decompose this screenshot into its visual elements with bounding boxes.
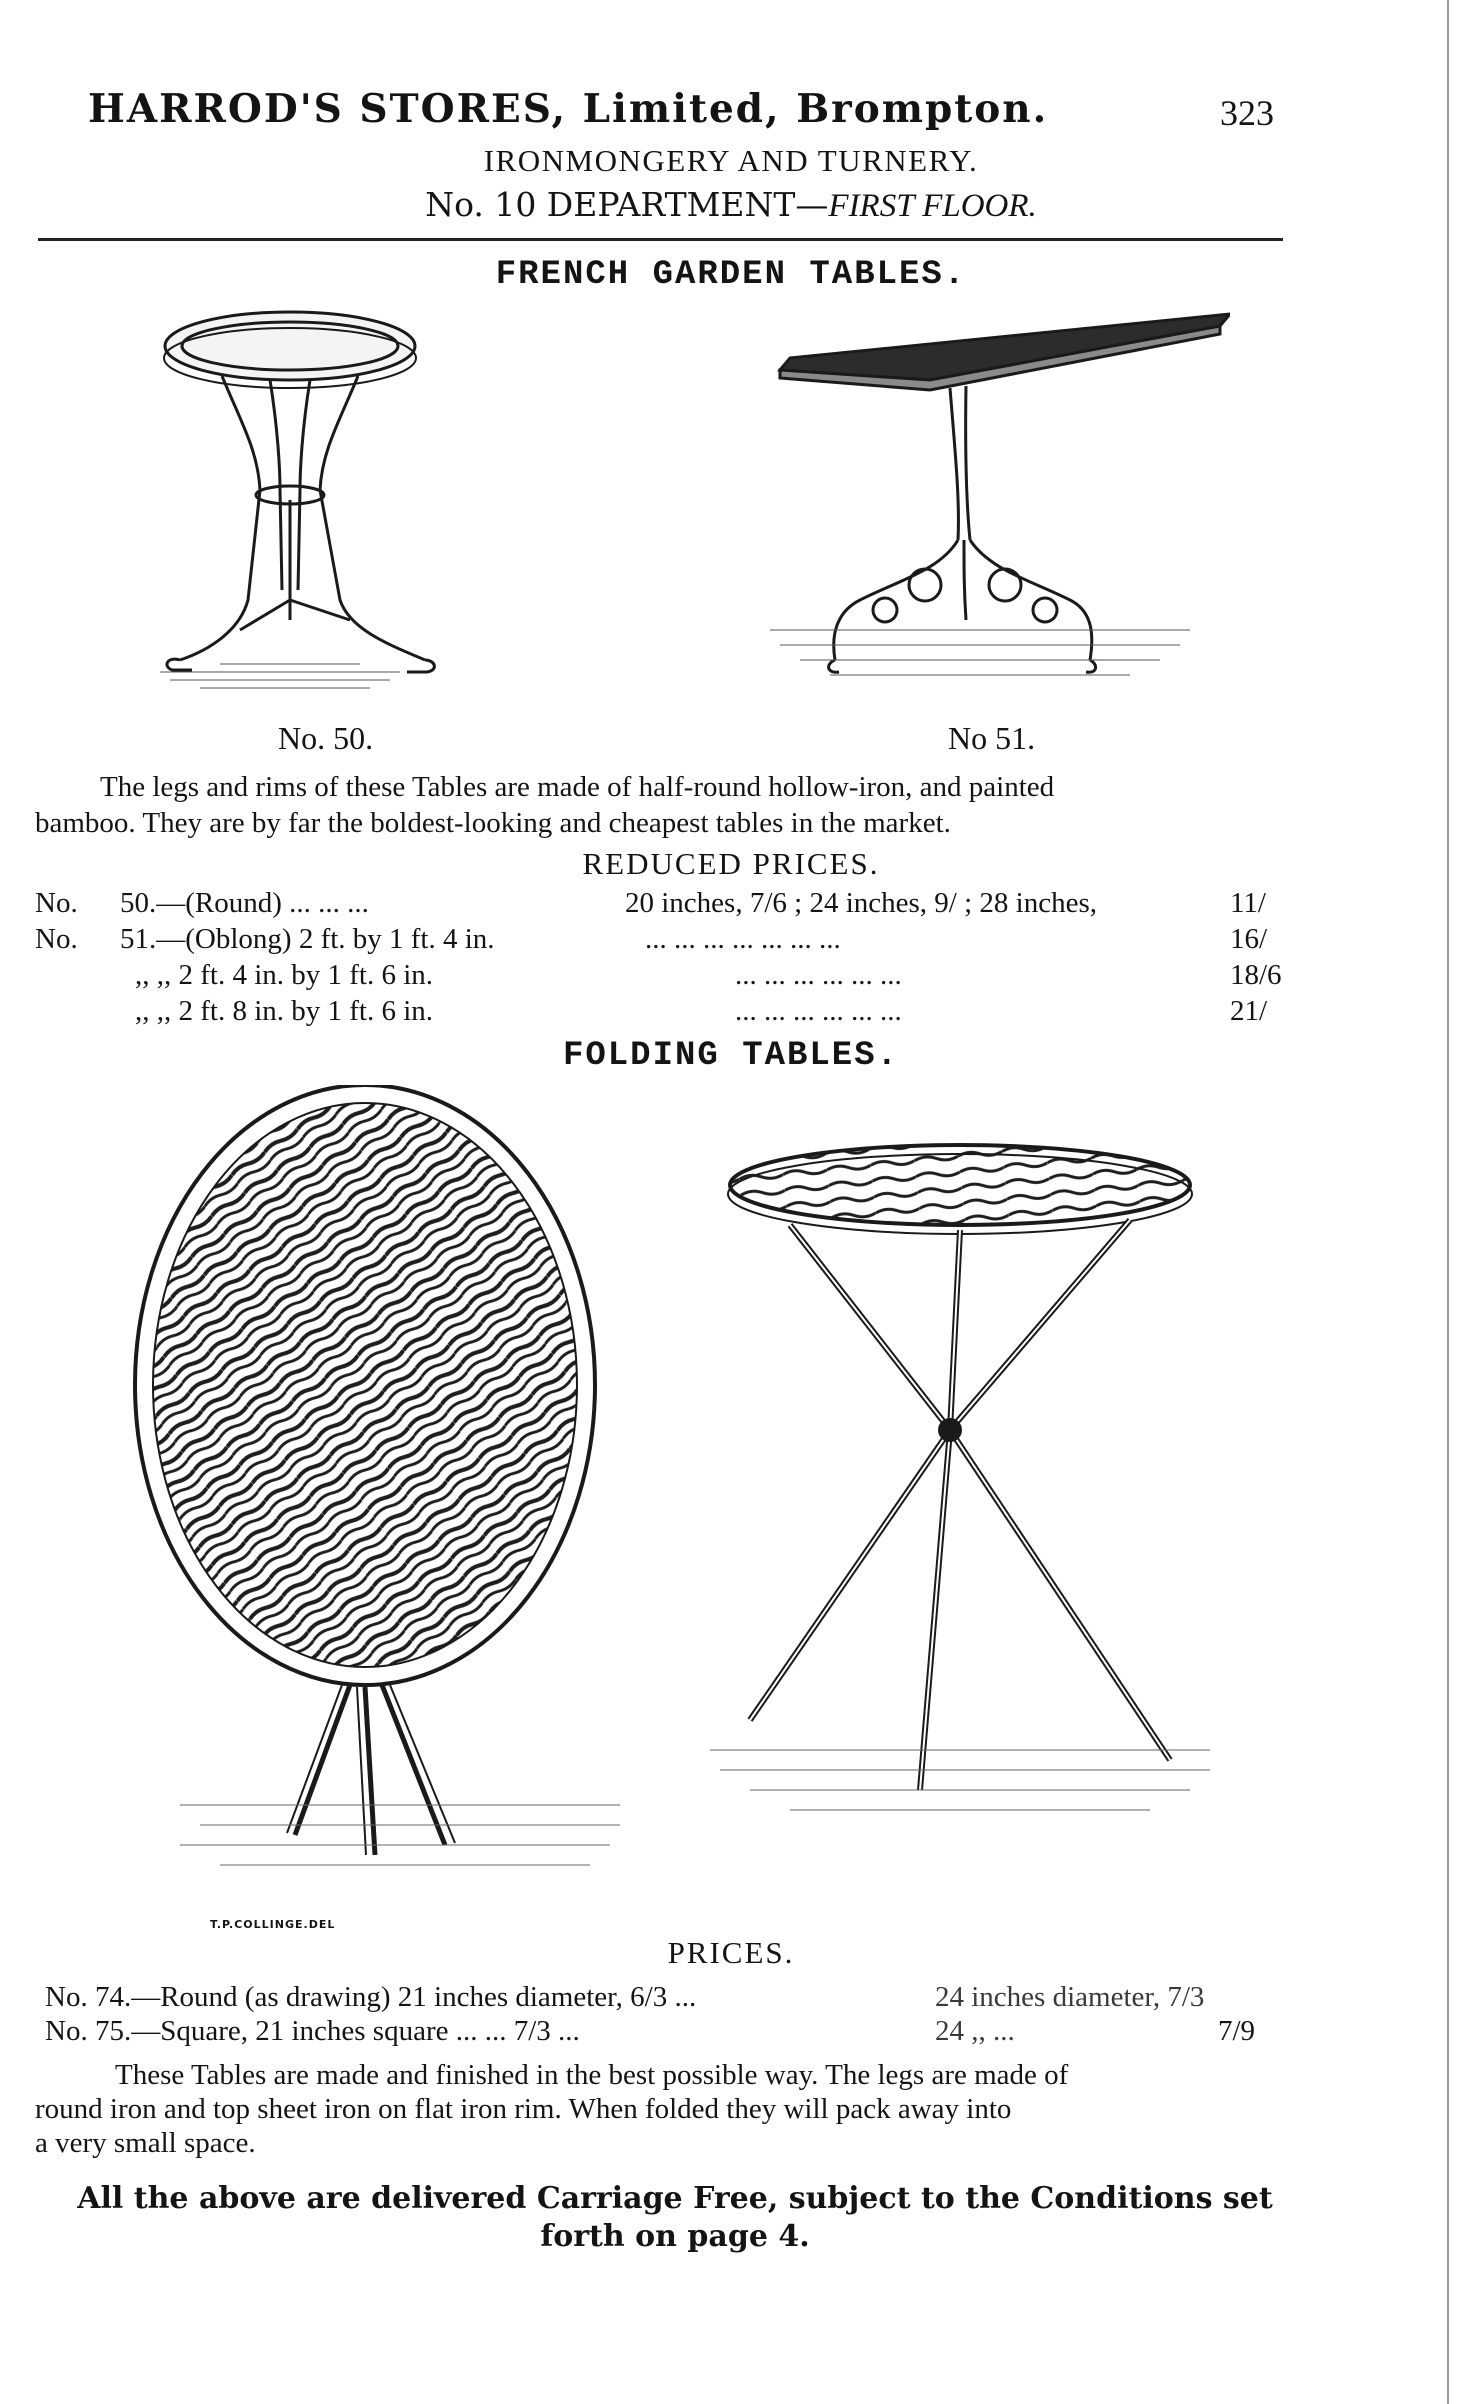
row-item: ,, ,, 2 ft. 4 in. by 1 ft. 6 in. [135,959,434,991]
row-price: 18/6 [1230,959,1282,991]
french-description-line2: bamboo. They are by far the boldest-looking and cheapest tables in the market. [35,807,951,839]
french-tables-title: FRENCH GARDEN TABLES. [495,256,967,294]
department-floor-line [0,185,1462,225]
department-line: IRONMONGERY AND TURNERY. [483,143,979,178]
delivery-notice-line2: forth on page 4. [540,2219,810,2254]
price-row [35,887,1290,923]
french-description-line1: The legs and rims of these Tables are made of half-round hollow-iron, and painted [100,771,1055,803]
row-item: 50.—(Round) ... ... ... [120,887,369,919]
folded-table-illustration [120,1085,640,1885]
price-row [35,959,1290,995]
row-no: No. [35,923,78,955]
delivery-notice-line1: All the above are delivered Carriage Free, subject to the Conditions set [77,2181,1273,2216]
row-size: 20 inches, 7/6 ; 24 inches, 9/ ; 28 inches, [625,887,1097,919]
department-prefix: No. 10 DEPARTMENT— [425,185,829,224]
price-row [35,995,1290,1031]
row-price: 16/ [1230,923,1268,955]
folding-tables-title: FOLDING TABLES. [562,1037,900,1075]
price-row-74: No. 74.—Round (as drawing) 21 inches diameter, 6/3 ... [45,1981,697,2013]
row-item: 51.—(Oblong) 2 ft. by 1 ft. 4 in. [120,923,495,955]
price-row-75: No. 75.—Square, 21 inches square ... ... 7/3 ... [45,2015,580,2047]
folding-description-line1: These Tables are made and finished in the best possible way. The legs are made of [115,2059,1069,2091]
store-heading: HARROD'S STORES, Limited, Brompton. [88,86,1049,132]
folding-description-line2: round iron and top sheet iron on flat iron rim. When folded they will pack away into [35,2093,1012,2125]
price-row [35,923,1290,959]
price-row-74-large: 24 inches diameter, 7/3 [935,1981,1205,2013]
folding-table-open-illustration [690,1130,1250,1850]
row-price: 11/ [1230,887,1266,919]
price-row-75-large: 24 ,, ... [935,2015,1015,2047]
caption-no-51: No 51. [948,720,1036,756]
row-price: 21/ [1230,995,1268,1027]
row-size: ... ... ... ... ... ... ... [645,923,841,955]
row-size: ... ... ... ... ... ... [735,995,902,1027]
folding-prices-title: PRICES. [667,1935,795,1970]
row-no: No. [35,887,78,919]
caption-no-50: No. 50. [278,720,374,756]
table-50-illustration [140,300,460,700]
engraver-signature: T.P.COLLINGE.DEL [210,1918,336,1931]
page-number: 323 [1220,93,1274,133]
price-row-75-price: 7/9 [1218,2015,1256,2047]
department-floor: FIRST FLOOR. [828,188,1037,224]
folding-description-line3: a very small space. [35,2127,256,2159]
row-item: ,, ,, 2 ft. 8 in. by 1 ft. 6 in. [135,995,434,1027]
delivery-notice [45,2180,1305,2256]
row-size: ... ... ... ... ... ... [735,959,902,991]
table-51-illustration [750,300,1230,700]
reduced-prices-title: REDUCED PRICES. [582,846,880,881]
header-rule [38,238,1283,241]
page-edge-shadow [1447,0,1449,2404]
